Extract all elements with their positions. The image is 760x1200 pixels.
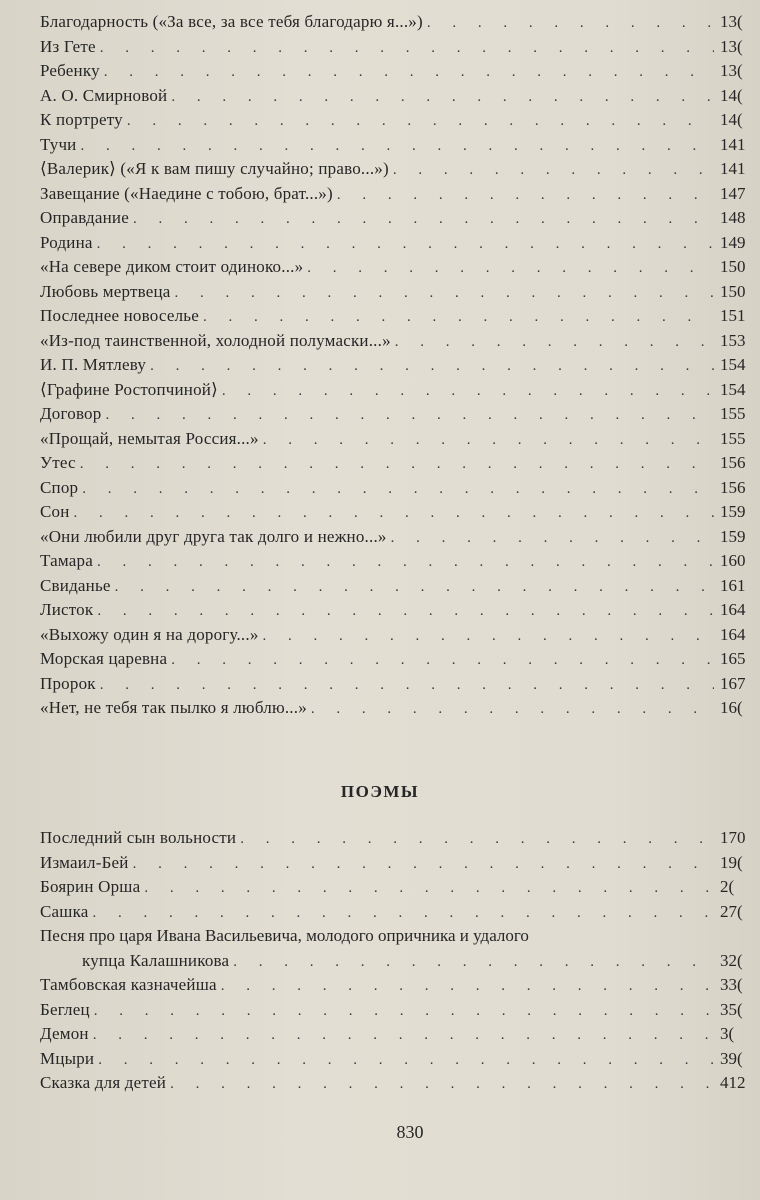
toc-entry-page: 141 bbox=[720, 134, 746, 154]
toc-entry-page: 141 bbox=[720, 159, 746, 178]
toc-entry-title: Утес bbox=[40, 453, 76, 472]
dot-leader bbox=[104, 60, 714, 84]
toc-entry-page: 161 bbox=[720, 575, 746, 595]
dot-leader bbox=[175, 281, 714, 305]
dot-leader bbox=[144, 876, 714, 900]
toc-list-long-poems bbox=[40, 826, 760, 1096]
toc-entry-page: 159 bbox=[720, 502, 746, 521]
toc-row bbox=[40, 353, 760, 378]
toc-entry-title: ⟨Валерик⟩ («Я к вам пишу случайно; право...») bbox=[40, 159, 389, 178]
toc-row bbox=[40, 598, 760, 623]
dot-leader bbox=[97, 232, 714, 256]
toc-entry-page: 151 bbox=[720, 306, 746, 325]
dot-leader bbox=[80, 452, 714, 476]
toc-entry-title: «На севере диком стоит одиноко...» bbox=[40, 257, 304, 276]
dot-leader bbox=[203, 305, 714, 329]
dot-leader bbox=[127, 109, 714, 133]
toc-row bbox=[40, 304, 760, 329]
toc-row bbox=[40, 973, 760, 998]
toc-row bbox=[40, 1047, 760, 1072]
toc-entry-page: 150 bbox=[720, 257, 746, 276]
toc-entry-title: Сашка bbox=[40, 901, 89, 921]
toc-entry-page: 153 bbox=[720, 330, 746, 350]
toc-entry-title: Родина bbox=[40, 232, 93, 252]
toc-entry-title: Тамбовская казначейша bbox=[40, 975, 217, 994]
dot-leader bbox=[82, 477, 714, 501]
dot-leader bbox=[133, 852, 714, 876]
toc-entry-title: «Из-под таинственной, холодной полумаски...» bbox=[40, 330, 391, 350]
toc-entry-title: Мцыри bbox=[40, 1048, 95, 1068]
toc-entry-title: К портрету bbox=[40, 110, 123, 129]
toc-entry-title: Ребенку bbox=[40, 61, 100, 80]
toc-entry-title: Демон bbox=[40, 1024, 89, 1043]
toc-entry-title: А. О. Смирновой bbox=[40, 85, 168, 105]
dot-leader bbox=[171, 648, 714, 672]
toc-list-poems-short bbox=[40, 10, 760, 721]
toc-entry-page: 155 bbox=[720, 428, 746, 448]
toc-entry-page: 19( bbox=[720, 852, 743, 872]
toc-row bbox=[40, 500, 760, 525]
toc-entry-page: 13( bbox=[720, 36, 743, 56]
toc-entry-page: 156 bbox=[720, 453, 746, 472]
toc-row bbox=[40, 329, 760, 354]
dot-leader bbox=[100, 36, 714, 60]
dot-leader bbox=[115, 575, 714, 599]
toc-entry-title: Спор bbox=[40, 477, 79, 497]
toc-entry-page: 2( bbox=[720, 877, 735, 896]
toc-row bbox=[40, 900, 760, 925]
toc-row bbox=[40, 157, 760, 182]
toc-entry-title: Боярин Орша bbox=[40, 877, 141, 896]
dot-leader bbox=[427, 11, 714, 35]
dot-leader bbox=[170, 1072, 714, 1096]
toc-entry-page: 156 bbox=[720, 477, 746, 497]
toc-row bbox=[40, 231, 760, 256]
toc-entry-page: 33( bbox=[720, 975, 743, 994]
toc-entry-title: «Нет, не тебя так пылко я люблю...» bbox=[40, 698, 307, 717]
toc-row bbox=[40, 623, 760, 648]
dot-leader bbox=[98, 1048, 714, 1072]
toc-entry-page: 170 bbox=[720, 828, 746, 847]
toc-entry-title: Любовь мертвеца bbox=[40, 281, 171, 301]
toc-entry-title: Из Гете bbox=[40, 36, 96, 56]
dot-leader bbox=[97, 599, 714, 623]
toc-entry-page: 3( bbox=[720, 1024, 735, 1043]
toc-row bbox=[40, 84, 760, 109]
toc-row bbox=[40, 280, 760, 305]
toc-row bbox=[40, 476, 760, 501]
toc-entry-page: 35( bbox=[720, 999, 743, 1019]
toc-entry-title: ⟨Графине Ростопчиной⟩ bbox=[40, 379, 218, 399]
toc-row bbox=[40, 206, 760, 231]
toc-row bbox=[40, 998, 760, 1023]
dot-leader bbox=[395, 330, 714, 354]
toc-entry-page: 148 bbox=[720, 208, 746, 227]
toc-entry-page: 154 bbox=[720, 379, 746, 399]
toc-row bbox=[40, 647, 760, 672]
toc-entry-page: 147 bbox=[720, 183, 746, 203]
toc-entry-title: Беглец bbox=[40, 999, 90, 1019]
toc-entry-title: Договор bbox=[40, 404, 102, 423]
toc-row bbox=[40, 574, 760, 599]
toc-entry-title: Тучи bbox=[40, 134, 77, 154]
toc-entry-page: 154 bbox=[720, 355, 746, 374]
dot-leader bbox=[74, 501, 714, 525]
toc-entry-page: 14( bbox=[720, 110, 743, 129]
dot-leader bbox=[133, 207, 714, 231]
toc-row bbox=[40, 255, 760, 280]
toc-row bbox=[40, 1022, 760, 1047]
dot-leader bbox=[337, 183, 714, 207]
toc-entry-page: 39( bbox=[720, 1048, 743, 1068]
toc-row bbox=[40, 826, 760, 851]
toc-row bbox=[40, 35, 760, 60]
toc-entry-title: Благодарность («За все, за все тебя благодарю я...») bbox=[40, 12, 423, 31]
toc-row bbox=[40, 451, 760, 476]
dot-leader bbox=[233, 950, 714, 974]
dot-leader bbox=[307, 256, 714, 280]
toc-entry-page: 32( bbox=[720, 950, 743, 970]
dot-leader bbox=[93, 1023, 714, 1047]
toc-entry-page: 164 bbox=[720, 624, 746, 644]
toc-row bbox=[40, 875, 760, 900]
toc-entry-page: 13( bbox=[720, 12, 743, 31]
dot-leader bbox=[100, 673, 714, 697]
dot-leader bbox=[105, 403, 714, 427]
dot-leader bbox=[222, 379, 714, 403]
toc-entry-title: Сон bbox=[40, 502, 70, 521]
dot-leader bbox=[391, 526, 714, 550]
dot-leader bbox=[93, 901, 714, 925]
toc-entry-title: «Выхожу один я на дорогу...» bbox=[40, 624, 259, 644]
toc-row bbox=[40, 402, 760, 427]
dot-leader bbox=[311, 697, 714, 721]
section-heading-poems: ПОЭМЫ bbox=[340, 782, 420, 801]
toc-entry-page: 27( bbox=[720, 901, 743, 921]
toc-row bbox=[40, 378, 760, 403]
dot-leader bbox=[81, 134, 715, 158]
dot-leader bbox=[171, 85, 714, 109]
toc-row bbox=[40, 696, 760, 721]
toc-row bbox=[40, 10, 760, 35]
toc-entry-title: Последний сын вольности bbox=[40, 828, 237, 847]
toc-entry-title: Тамара bbox=[40, 551, 93, 570]
toc-row bbox=[40, 672, 760, 697]
dot-leader bbox=[240, 827, 714, 851]
dot-leader bbox=[97, 550, 714, 574]
toc-entry-title: Измаил-Бей bbox=[40, 852, 129, 872]
toc-row-multiline bbox=[40, 924, 760, 973]
toc-entry-page: 155 bbox=[720, 404, 746, 423]
toc-row bbox=[40, 59, 760, 84]
toc-entry-page: 16( bbox=[720, 698, 743, 717]
dot-leader bbox=[221, 974, 714, 998]
toc-entry-title: Свиданье bbox=[40, 575, 111, 595]
toc-entry-title-line1: Песня про царя Ивана Васильевича, молодого опричника и удалого bbox=[40, 926, 529, 945]
toc-entry-title: Морская царевна bbox=[40, 649, 168, 668]
toc-row bbox=[40, 1071, 760, 1096]
toc-entry-title: Последнее новоселье bbox=[40, 306, 199, 325]
toc-entry-page: 13( bbox=[720, 61, 743, 80]
toc-entry-title-line2: купца Калашникова bbox=[82, 950, 230, 970]
dot-leader bbox=[263, 428, 714, 452]
dot-leader bbox=[150, 354, 714, 378]
toc-row bbox=[40, 182, 760, 207]
toc-entry-title: Завещание («Наедине с тобою, брат...») bbox=[40, 183, 333, 203]
toc-entry-title: «Они любили друг друга так долго и нежно...» bbox=[40, 526, 387, 546]
toc-entry-page: 150 bbox=[720, 281, 746, 301]
toc-entry-page: 164 bbox=[720, 600, 746, 619]
toc-entry-page: 14( bbox=[720, 85, 743, 105]
toc-entry-page: 159 bbox=[720, 526, 746, 546]
dot-leader bbox=[263, 624, 714, 648]
toc-entry-title: «Прощай, немытая Россия...» bbox=[40, 428, 259, 448]
toc-entry-title: Пророк bbox=[40, 673, 96, 693]
toc-row bbox=[40, 427, 760, 452]
toc-entry-title: И. П. Мятлеву bbox=[40, 355, 147, 374]
toc-entry-page: 412 bbox=[720, 1073, 746, 1092]
toc-entry-page: 167 bbox=[720, 673, 746, 693]
dot-leader bbox=[393, 158, 714, 182]
toc-row bbox=[40, 108, 760, 133]
page-number: 830 bbox=[396, 1122, 424, 1142]
toc-row bbox=[40, 133, 760, 158]
toc-entry-page: 160 bbox=[720, 551, 746, 570]
toc-row bbox=[40, 851, 760, 876]
toc-row bbox=[40, 549, 760, 574]
toc-entry-title: Листок bbox=[40, 600, 94, 619]
toc-entry-title: Сказка для детей bbox=[40, 1073, 167, 1092]
toc-row bbox=[40, 525, 760, 550]
toc-entry-title: Оправдание bbox=[40, 208, 129, 227]
toc-entry-line2 bbox=[40, 949, 760, 974]
toc-entry-page: 165 bbox=[720, 649, 746, 668]
dot-leader bbox=[94, 999, 714, 1023]
toc-entry-page: 149 bbox=[720, 232, 746, 252]
